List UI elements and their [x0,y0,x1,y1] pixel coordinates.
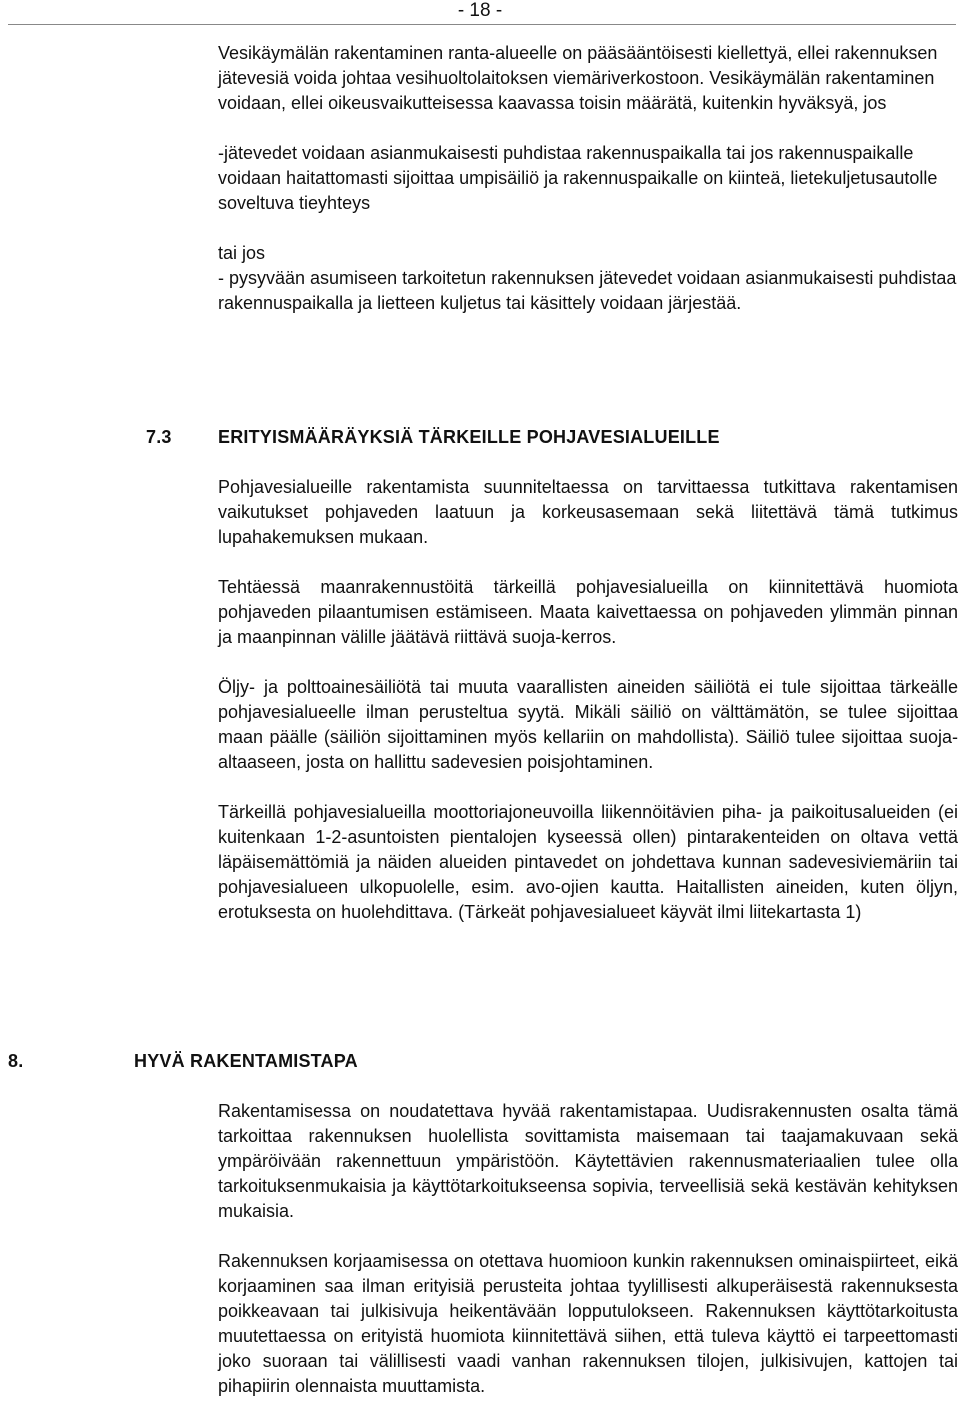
section-7-3-number: 7.3 [146,427,172,447]
header-rule [8,24,956,25]
section-8-title: HYVÄ RAKENTAMISTAPA [134,1051,358,1071]
intro-section [218,41,958,316]
section-7-3-paragraph-1: Pohjavesialueille rakentamista suunniteltaessa on tarvittaessa tutkittava rakentamisen vaikutukset pohjaveden laatuun ja korkeusasemaan sekä liitettävä tämä tutkimus lupahakemuksen mukaan. [218,477,958,547]
section-7-3-title: ERITYISMÄÄRÄYKSIÄ TÄRKEILLE POHJAVESIALUEILLE [218,427,720,447]
intro-paragraph-3: - pysyvään asumiseen tarkoitetun rakennuksen jätevedet voidaan asianmukaisesti puhdistaa rakennuspaikalla ja lietteen kuljetus tai käsittely voidaan järjestää. [218,268,957,313]
section-7-3-paragraph-4: Tärkeillä pohjavesialueilla moottoriajoneuvoilla liikennöitävien piha- ja paikoitusalueiden (ei kuitenkaan 1-2-asuntoisten pientalojen kyseessä ollen) pintarakenteiden on oltava vettä läpäisemättömiä ja näiden alueiden pintavedet on johdettava kunnan sadevesiviemäriin tai pohjavesialueen ulkopuolelle, esim. avo-ojien kautta. Haitallisten aineiden, kuten öljyn, erotuksesta on huolehdittava. (Tärkeät pohjavesialueet käyvät ilmi liitekartasta 1) [218,802,958,922]
section-7-3-paragraph-3: Öljy- ja polttoainesäiliötä tai muuta vaarallisten aineiden säiliötä ei tule sijoittaa tärkeälle pohjavesialueelle ilman perusteltua syytä. Mikäli säiliö on välttämätön, se tulee sijoittaa maan päälle (säiliön sijoittaminen myös kellariin on mahdollista). Säiliö tulee sijoittaa suoja-altaaseen, josta on hallittu sadevesien poisjohtaminen. [218,677,958,772]
intro-paragraph-2: -jätevedet voidaan asianmukaisesti puhdistaa rakennuspaikalla tai jos rakennuspaikalle voidaan haitattomasti sijoittaa umpisäiliö ja rakennuspaikalle on kiinteä, lietekuljetusautolle soveltuva tieyhteys [218,143,938,213]
section-8-paragraph-2: Rakennuksen korjaamisessa on otettava huomioon kunkin rakennuksen ominaispiirteet, eikä korjaaminen saa ilman erityisiä perusteita johtaa tyylillisesti alkuperäisestä rakennuksesta poikkeavaan tai julkisivuja heikentävään lopputulokseen. Rakennuksen käyttötarkoitusta muutettaessa on erityistä huomiota kiinnitettävä siihen, että tuleva käyttö ei tarpeettomasti joko suoraan tai välillisesti vaadi vanhan rakennuksen tilojen, julkisivujen, kattojen tai pihapiirin olennaista muuttamista. [218,1251,958,1396]
intro-paragraph-1: Vesikäymälän rakentaminen ranta-alueelle on pääsääntöisesti kiellettyä, ellei rakennuksen jätevesiä voida johtaa vesihuoltolaitoksen viemäriverkostoon. Vesikäymälän rakentaminen voidaan, ellei oikeusvaikutteisessa kaavassa toisin määrätä, kuitenkin hyväksyä, jos [218,43,938,113]
section-8-paragraph-1: Rakentamisessa on noudatettava hyvää rakentamistapaa. Uudisrakennusten osalta tämä tarkoittaa rakennuksen huolellista sovittamista maisemaan tai taajamakuvaan sekä ympäröivään rakennettuun ympäristöön. Käytettävien rakennusmateriaalien tulee olla tarkoituksenmukaisia ja käyttötarkoitukseensa sopivia, terveellisiä sekä kestävän kehityksen mukaisia. [218,1101,958,1221]
section-8-number: 8. [8,1051,24,1071]
section-7-3-body [218,475,958,925]
section-7-3-paragraph-2: Tehtäessä maanrakennustöitä tärkeillä pohjavesialueilla on kiinnitettävä huomiota pohjaveden pilaantumisen estämiseen. Maata kaivettaessa on pohjaveden ylimmän pinnan ja maanpinnan välille jäätävä riittävä suoja-kerros. [218,577,958,647]
page-number: - 18 - [457,0,503,21]
intro-paragraph-3-lead: tai jos [218,243,266,263]
section-8-body [218,1099,958,1399]
